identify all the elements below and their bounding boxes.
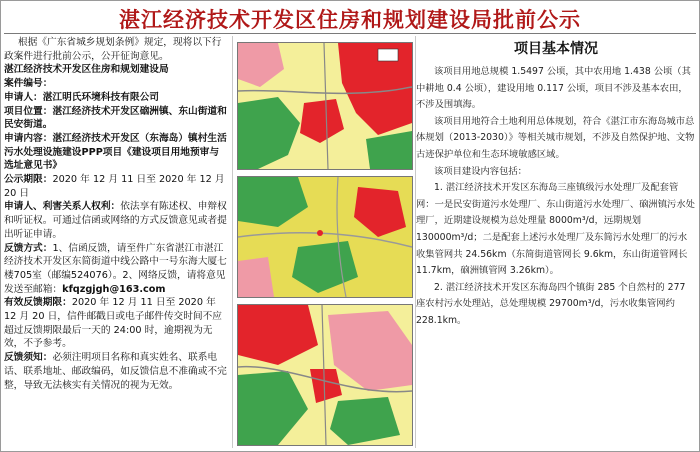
project-info-column [416,36,696,448]
case-no-label: 案件编号： [4,78,53,90]
site-map-2 [237,176,413,298]
project-para-5: 2. 湛江经济技术开发区东海岛四个镇街 285 个自然村的 277 座农村污水处理站，总处理规模 29700m³/d，污水收集管网约 228.1km。 [416,281,686,326]
project-para-4: 1. 湛江经济技术开发区东海岛三座镇级污水处理厂及配套管网：一是民安街道污水处理厂、东山街道污水处理厂、硇洲镇污水处理厂，近期建设规模为总处理量 8000m³/d，远期规划 130000m³/d；二是配套上述污水处理厂及东简污水处理厂的污水收集管网共 24.56km（东简街道管网长 9.6km，东山街道管网长 11.7km，硇洲镇管网 3.26km）。 [416,182,695,277]
rights-label: 申请人、利害关系人权利： [4,201,121,213]
location-value: 湛江经济技术开发区硇洲镇、东山街道和民安街道。 [4,105,227,131]
applicant-value: 湛江明氏环境科技有限公司 [42,91,159,103]
site-map-1 [237,42,413,170]
page-title: 湛江经济技术开发区住房和规划建设局批前公示 [119,8,581,32]
content-row [4,132,228,173]
applicant-label: 申请人： [4,91,43,103]
feedback-email[interactable]: kfqzgjgh@163.com [62,283,166,295]
applicant-row [4,91,228,105]
feedback-label: 反馈方式： [4,242,53,254]
intro-text: 根据《广东省城乡规划条例》规定，现将以下行政案件进行批前公示，公开征询意见。 [4,37,222,62]
valid-value: 2020 年 12 月 11 日至 2020 年 12 月 20 日，信件邮戳日或电子邮件传交时间不应超过反馈期限最后一天的 24:00 时，逾期视为无效，不予参考。 [4,297,222,350]
feedback-row [4,242,228,297]
site-map-3 [237,304,413,446]
location-label: 项目位置： [4,105,53,117]
feedback-value: 1、信函反馈，请至件广东省湛江市湛江经济技术开发区东简街道中线公路中一号东海大厦七楼705室（邮编524076）。2、网络反馈，请将意见发送至邮箱： [4,242,227,295]
content-label: 申请内容： [4,132,53,144]
notice-label: 反馈须知： [4,352,53,364]
valid-row [4,296,228,351]
rights-row [4,200,228,241]
location-row [4,105,228,132]
project-para-1: 该项目用地总规模 1.5497 公顷，其中农用地 1.438 公顷（其中耕地 0.4 公顷），建设用地 0.117 公顷，项目不涉及基本农田，不涉及围填海。 [416,66,691,111]
period-label: 公示期限： [4,174,53,186]
valid-label: 有效反馈期限： [4,297,72,309]
issuer: 湛江经济技术开发区住房和规划建设局 [4,64,169,76]
notice-value: 必须注明项目名称和真实姓名、联系电话、联系地址、邮政编码，如反馈信息不准确或不完整，导致无法核实有关情况的视为无效。 [4,352,227,391]
project-para-2: 该项目用地符合土地利用总体规划，符合《湛江市东海岛城市总体规划（2013-2030）》等相关城市规划，不涉及自然保护地、文物古迹保护单位和生态环境敏感区域。 [416,115,695,160]
project-para-3: 该项目建设内容包括： [434,165,527,177]
content-value: 湛江经济技术开发区（东海岛）镇村生活污水处理设施建设PPP项目《建设项目用地预审与选址意见书》 [4,132,227,172]
maps-column [232,36,416,448]
map-2-pink-patch [238,257,274,297]
notice-row [4,351,228,392]
title-divider [4,33,696,34]
announcement-column [4,36,228,448]
map-2-site-marker [317,230,323,236]
project-info-heading: 项目基本情况 [514,41,598,57]
period-value: 2020 年 12 月 11 日至 2020 年 12 月 20 日 [4,174,225,199]
period-row [4,173,228,200]
map-1-legend-box [378,49,398,61]
rights-value: 依法享有陈述权、申辩权和听证权。可通过信函或网络的方式反馈意见或者提出听证申请。 [4,201,227,240]
